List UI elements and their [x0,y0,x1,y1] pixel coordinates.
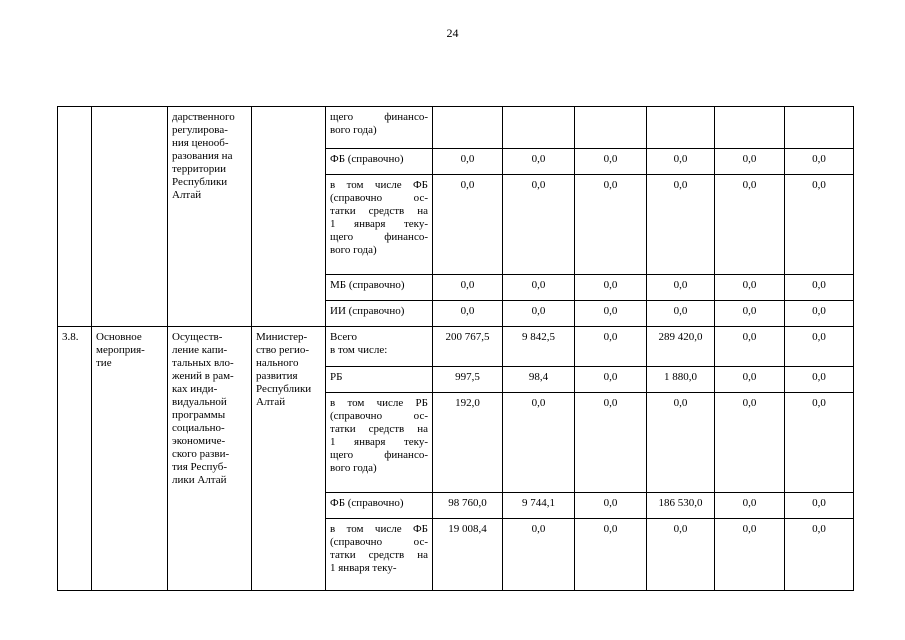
value-cell-2: 0,0 [503,519,575,591]
table-row [58,107,854,149]
funding-source-cell: Всего в том числе: [326,327,433,367]
value-cell-4: 0,0 [647,519,715,591]
value-cell-3: 0,0 [575,367,647,393]
value-cell-5: 0,0 [715,493,785,519]
value-cell-6: 0,0 [785,519,854,591]
table-row [58,327,854,367]
value-cell-6: 0,0 [785,175,854,275]
value-cell-1: 0,0 [433,175,503,275]
value-cell-1: 0,0 [433,301,503,327]
value-cell-5: 0,0 [715,367,785,393]
value-cell-6: 0,0 [785,301,854,327]
value-cell-4: 186 530,0 [647,493,715,519]
number-cell: 3.8. [58,327,92,591]
value-cell-4: 0,0 [647,393,715,493]
value-cell-2 [503,107,575,149]
value-cell-2: 98,4 [503,367,575,393]
status-cell: Основное мероприя- тие [92,327,168,591]
value-cell-3: 0,0 [575,301,647,327]
value-cell-1: 0,0 [433,275,503,301]
value-cell-3: 0,0 [575,493,647,519]
value-cell-4 [647,107,715,149]
executor-cell: Министер- ство регио- нального развития Республики Алтай [252,327,326,591]
value-cell-4: 289 420,0 [647,327,715,367]
value-cell-6: 0,0 [785,149,854,175]
value-cell-5 [715,107,785,149]
value-cell-2: 0,0 [503,301,575,327]
budget-table [57,106,854,591]
value-cell-1: 200 767,5 [433,327,503,367]
value-cell-4: 0,0 [647,301,715,327]
status-cell [92,107,168,327]
value-cell-5: 0,0 [715,175,785,275]
measure-name-cell: дарственного регулирова- ния ценооб- разования на территории Республики Алтай [168,107,252,327]
value-cell-3: 0,0 [575,175,647,275]
value-cell-6 [785,107,854,149]
page-number: 24 [446,26,459,40]
value-cell-1 [433,107,503,149]
funding-source-cell: в том числе РБ (справочно ос- татки средств на 1 января теку- щего финансо- вого года) [326,393,433,493]
value-cell-4: 1 880,0 [647,367,715,393]
funding-source-cell: РБ [326,367,433,393]
value-cell-6: 0,0 [785,275,854,301]
value-cell-6: 0,0 [785,393,854,493]
value-cell-5: 0,0 [715,149,785,175]
funding-source-cell: в том числе ФБ (справочно ос- татки средств на 1 января теку- [326,519,433,591]
value-cell-6: 0,0 [785,327,854,367]
value-cell-2: 0,0 [503,149,575,175]
value-cell-3: 0,0 [575,327,647,367]
value-cell-3: 0,0 [575,149,647,175]
value-cell-4: 0,0 [647,175,715,275]
value-cell-2: 0,0 [503,275,575,301]
number-cell [58,107,92,327]
value-cell-3: 0,0 [575,393,647,493]
value-cell-1: 0,0 [433,149,503,175]
value-cell-2: 0,0 [503,175,575,275]
value-cell-5: 0,0 [715,393,785,493]
funding-source-cell: ФБ (справочно) [326,493,433,519]
value-cell-1: 98 760,0 [433,493,503,519]
value-cell-1: 192,0 [433,393,503,493]
value-cell-1: 19 008,4 [433,519,503,591]
funding-source-cell: ИИ (справочно) [326,301,433,327]
funding-source-cell: щего финансо- вого года) [326,107,433,149]
value-cell-2: 9 842,5 [503,327,575,367]
value-cell-5: 0,0 [715,327,785,367]
funding-source-cell: МБ (справочно) [326,275,433,301]
executor-cell [252,107,326,327]
value-cell-3 [575,107,647,149]
value-cell-5: 0,0 [715,519,785,591]
value-cell-5: 0,0 [715,301,785,327]
funding-source-cell: ФБ (справочно) [326,149,433,175]
value-cell-3: 0,0 [575,519,647,591]
measure-name-cell: Осуществ- ление капи- тальных вло- жений в рам- ках инди- видуальной программы социально- экономиче- ского разви- тия Респуб- лики Алтай [168,327,252,591]
value-cell-2: 0,0 [503,393,575,493]
value-cell-4: 0,0 [647,149,715,175]
value-cell-5: 0,0 [715,275,785,301]
value-cell-6: 0,0 [785,367,854,393]
value-cell-3: 0,0 [575,275,647,301]
funding-source-cell: в том числе ФБ (справочно ос- татки средств на 1 января теку- щего финансо- вого года) [326,175,433,275]
value-cell-2: 9 744,1 [503,493,575,519]
value-cell-4: 0,0 [647,275,715,301]
value-cell-1: 997,5 [433,367,503,393]
value-cell-6: 0,0 [785,493,854,519]
